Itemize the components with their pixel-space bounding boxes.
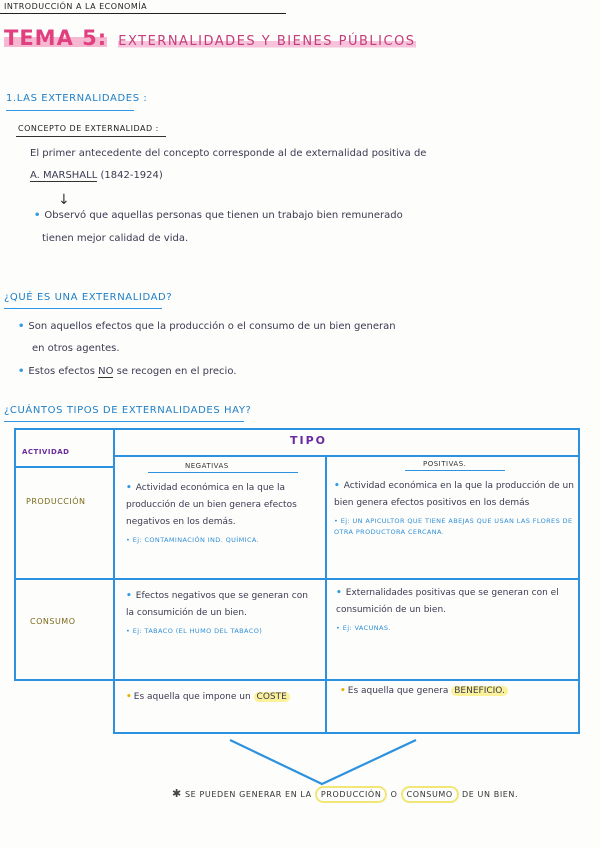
- marshall-name: A. MARSHALL: [30, 170, 98, 181]
- row-label-consumo: CONSUMO: [30, 617, 76, 626]
- cell-consumo-negativa: [126, 588, 318, 637]
- paragraph-line: El primer antecedente del concepto corresponde al de externalidad positiva de: [30, 148, 427, 159]
- asterisk-icon: ✱: [172, 787, 182, 800]
- summary-negativa: [126, 692, 326, 702]
- bullet-text: Observó que aquellas personas que tienen un trabajo bien remunerado: [44, 210, 403, 221]
- example-label: Ej: UN APICULTOR QUE TIENE ABEJAS QUE USAN LAS FLORES DE OTRA PRODUCTORA CERCANA.: [334, 517, 573, 536]
- marshall-years: (1842-1924): [100, 170, 163, 181]
- example-text: • Ej: TABACO (EL HUMO DEL TABACO): [126, 627, 263, 635]
- paragraph-line: [30, 165, 163, 187]
- header-underline: [405, 470, 505, 471]
- bullet-icon: •: [18, 366, 25, 377]
- cell-text: Actividad económica en la que la producción de un bien genera efectos negativos en los demás.: [126, 483, 297, 527]
- subheading-concepto: CONCEPTO DE EXTERNALIDAD :: [18, 124, 159, 133]
- summary-text: Es aquella que impone un: [133, 692, 251, 702]
- table-header-positivas: POSITIVAS.: [423, 460, 467, 468]
- bullet-icon: •: [126, 483, 132, 493]
- table-border-top: [14, 428, 580, 430]
- cell-text: Externalidades positivas que se generan con el consumición de un bien.: [336, 588, 559, 615]
- example-label: Ej: TABACO (EL HUMO DEL TABACO): [132, 627, 263, 635]
- footnote-text: O: [390, 790, 398, 799]
- example-text: • Ej: CONTAMINACIÓN IND. QUÍMICA.: [126, 536, 260, 544]
- table-divider: [113, 428, 115, 734]
- subheading-underline: [16, 136, 166, 137]
- footnote-text: DE UN BIEN.: [461, 790, 519, 799]
- row-label-produccion: PRODUCCIÓN: [26, 497, 86, 506]
- bullet-icon: •: [334, 481, 340, 491]
- highlight-coste: COSTE: [254, 692, 290, 702]
- page-title: [4, 26, 416, 50]
- course-underline: [0, 13, 286, 14]
- bullet-continuation: tienen mejor calidad de vida.: [42, 233, 189, 244]
- section-underline: [6, 110, 134, 111]
- cell-consumo-positiva: [336, 585, 576, 634]
- arrow-down-icon: ↓: [58, 192, 70, 208]
- tema-label: TEMA 5:: [4, 26, 108, 50]
- footnote-produccion: PRODUCCIÓN: [315, 786, 388, 803]
- section-underline: [4, 308, 162, 309]
- bullet-item: [18, 361, 236, 383]
- table-header-tipo: TIPO: [290, 434, 328, 447]
- cell-produccion-negativa: [126, 480, 318, 546]
- bullet-item: [34, 205, 574, 227]
- bullet-icon: •: [34, 210, 41, 221]
- section-heading-que-es: ¿QUÉ ES UNA EXTERNALIDAD?: [4, 292, 173, 303]
- footnote-consumo: CONSUMO: [401, 786, 459, 803]
- table-header-actividad: ACTIVIDAD: [22, 448, 70, 456]
- bullet-icon: •: [126, 591, 132, 601]
- bullet-continuation: en otros agentes.: [32, 343, 120, 354]
- footnote: [172, 787, 518, 800]
- highlight-beneficio: BENEFICIO.: [451, 686, 508, 696]
- section-underline: [4, 421, 244, 422]
- title-text: EXTERNALIDADES Y BIENES PÚBLICOS: [118, 34, 416, 49]
- table-border-right: [578, 428, 580, 734]
- cell-text: Efectos negativos que se generan con la consumición de un bien.: [126, 591, 308, 618]
- cell-text: Actividad económica en la que la producción de un bien genera efectos positivos en los demás: [334, 481, 574, 508]
- course-label: INTRODUCCIÓN A LA ECONOMÍA: [4, 2, 148, 11]
- bullet-text: se recogen en el precio.: [116, 366, 237, 377]
- bullet-icon: •: [336, 588, 342, 598]
- section-heading-tipos: ¿CUÁNTOS TIPOS DE EXTERNALIDADES HAY?: [4, 405, 252, 416]
- bullet-icon: •: [126, 692, 132, 702]
- table-border-bottom: [113, 732, 580, 734]
- bullet-text: Estos efectos: [28, 366, 95, 377]
- table-divider: [14, 578, 580, 580]
- bullet-icon: •: [340, 686, 346, 696]
- example-text: • Ej: VACUNAS.: [336, 624, 391, 632]
- example-label: Ej: CONTAMINACIÓN IND. QUÍMICA.: [132, 536, 260, 544]
- chevron-down-icon: [228, 738, 418, 788]
- header-underline: [148, 472, 298, 473]
- table-divider: [14, 466, 114, 468]
- bullet-text: Son aquellos efectos que la producción o el consumo de un bien generan: [28, 321, 396, 332]
- table-header-negativas: NEGATIVAS: [185, 462, 229, 470]
- table-divider: [14, 679, 580, 681]
- summary-text: Es aquella que genera: [347, 686, 449, 696]
- table-divider: [113, 455, 580, 457]
- emphasis-no: NO: [98, 366, 114, 377]
- footnote-text: SE PUEDEN GENERAR EN LA: [184, 790, 312, 799]
- cell-produccion-positiva: [334, 478, 574, 538]
- section-heading-externalidades: 1.LAS EXTERNALIDADES :: [6, 93, 148, 104]
- example-label: Ej: VACUNAS.: [342, 624, 391, 632]
- summary-positiva: [340, 686, 575, 696]
- bullet-item: [18, 316, 578, 338]
- bullet-icon: •: [18, 321, 25, 332]
- example-text: • Ej: UN APICULTOR QUE TIENE ABEJAS QUE USAN LAS FLORES DE OTRA PRODUCTORA CERCANA.: [334, 517, 573, 536]
